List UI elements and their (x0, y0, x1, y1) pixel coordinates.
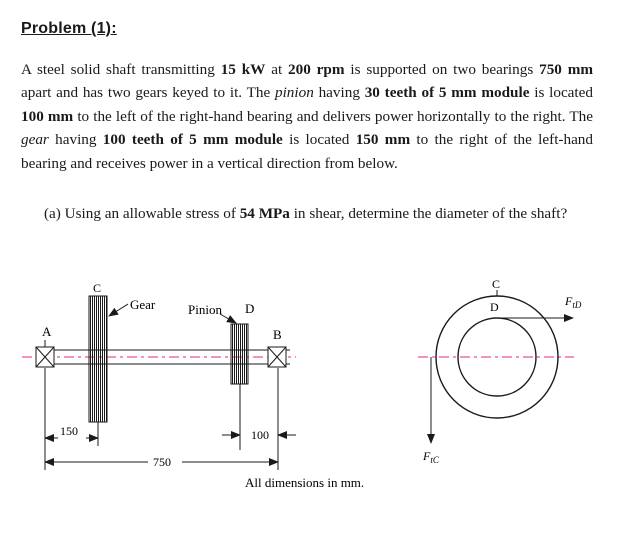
label-gear: Gear (130, 297, 156, 312)
dimension-100 (222, 428, 296, 442)
bearing-b (268, 347, 286, 367)
bearing-a (36, 340, 54, 367)
part-label: (a) (44, 205, 61, 222)
dimension-150 (45, 424, 98, 439)
gear-leader (109, 304, 128, 316)
right-label-c: C (492, 277, 501, 291)
problem-title: Problem (1): (21, 20, 117, 37)
question-part-a: (a) Using an allowable stress of 54 MPa in shear, determine the diameter of the shaft? (44, 205, 568, 222)
right-label-d: D (490, 300, 499, 314)
force-ftd-label: $F_{tD}$ (565, 294, 582, 310)
pinion-d (231, 324, 248, 384)
label-b: B (273, 327, 282, 342)
label-c: C (93, 281, 102, 295)
svg-text:100: 100 (251, 428, 269, 442)
figure-caption: All dimensions in mm. (245, 475, 365, 490)
gear-c (89, 296, 107, 422)
label-d: D (245, 301, 255, 316)
problem-statement: A steel solid shaft transmitting 15 kW at 200 rpm is supported on two bearings 750 mm apart and has two gears keyed to it. The pinion having 30 teeth of 5 mm module is located 100 mm to the left of the right-hand bearing and delivers power horizontally to the right. The gear having 100 teeth of 5 mm module is located 150 mm to the right of the left-hand bearing and receives power in a vertical direction from below. (21, 61, 594, 172)
force-ftc-label: $F_{tC}$ (423, 449, 439, 465)
label-a: A (42, 324, 52, 339)
label-pinion: Pinion (188, 302, 222, 317)
svg-text:150: 150 (60, 424, 78, 438)
svg-text:750: 750 (153, 455, 171, 469)
dimension-750 (45, 455, 278, 469)
pinion-leader (220, 314, 236, 323)
